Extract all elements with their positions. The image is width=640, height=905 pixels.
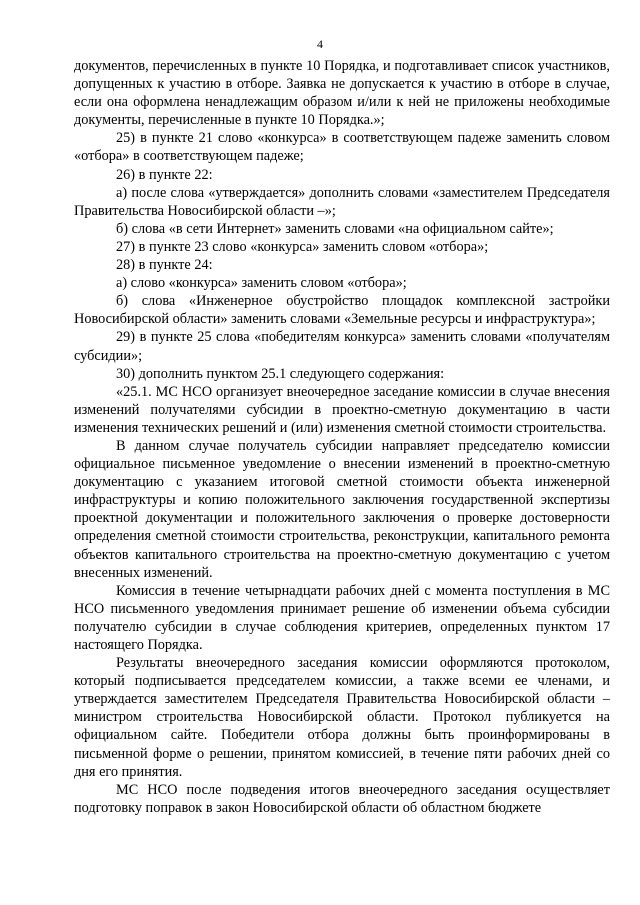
paragraph: документов, перечисленных в пункте 10 Порядка, и подготавливает список участников, допущенных к участию в отборе. Заявка не допускается к участию в отборе в случае, если она оформлена ненадлежащим образом и/или к ней не приложены необходимые документы, перечисленные в пункте 10 Порядка.»; [74,58,610,129]
paragraph: б) слова «в сети Интернет» заменить словами «на официальном сайте»; [116,220,554,237]
paragraph: «25.1. МС НСО организует внеочередное заседание комиссии в случае внесения изменений получателями субсидии в проектно-сметную документацию в части изменения технических решений и (или) изменения сметной стоимости строительства. [74,383,610,436]
paragraph: В данном случае получатель субсидии направляет председателю комиссии официальное письменное уведомление о внесении изменений в проектно-сметную документацию с указанием итоговой сметной стоимости объекта инженерной инфраструктуры и копию положительного заключения государственной экспертизы проектной документации и положительного заключения о проверке достоверности определения сметной стоимости строительства, реконструкции, капитального ремонта объектов капитального строительства на проектно-сметную документацию с учетом внесенных изменений. [74,437,610,581]
document-body [74,57,610,817]
paragraph: МС НСО после подведения итогов внеочередного заседания осуществляет подготовку поправок в закон Новосибирской области об областном бюджете [74,781,610,816]
paragraph: 25) в пункте 21 слово «конкурса» в соответствующем падеже заменить словом «отбора» в соответствующем падеже; [74,130,610,165]
paragraph: 26) в пункте 22: [116,166,213,183]
paragraph: б) слова «Инженерное обустройство площадок комплексной застройки Новосибирской области» заменить словами «Земельные ресурсы и инфраструктура»; [74,293,610,328]
paragraph: 30) дополнить пунктом 25.1 следующего содержания: [116,365,445,382]
paragraph: Результаты внеочередного заседания комиссии оформляются протоколом, который подписывается председателем комиссии, а также всеми ее членами, и утверждается заместителем Председателя Правительства Новосибирской области – министром строительства Новосибирской области. Протокол публикуется на официальном сайте. Победители отбора должны быть проинформированы в письменной форме о решении, принятом комиссией, в течение пяти рабочих дней со дня его принятия. [74,655,610,780]
paragraph: 28) в пункте 24: [116,257,213,274]
paragraph: 29) в пункте 25 слова «победителям конкурса» заменить словами «получателям субсидии»; [74,329,610,364]
paragraph: Комиссия в течение четырнадцати рабочих дней с момента поступления в МС НСО письменного уведомления принимает решение об изменении объема субсидии получателю субсидии в случае соблюдения критериев, определенных пунктом 17 настоящего Порядка. [74,582,610,653]
paragraph: а) слово «конкурса» заменить словом «отбора»; [116,275,407,292]
page-number: 4 [317,37,323,51]
paragraph: а) после слова «утверждается» дополнить словами «заместителем Председателя Правительства Новосибирской области –»; [74,184,610,219]
paragraph: 27) в пункте 23 слово «конкурса» заменить словом «отбора»; [116,238,489,255]
